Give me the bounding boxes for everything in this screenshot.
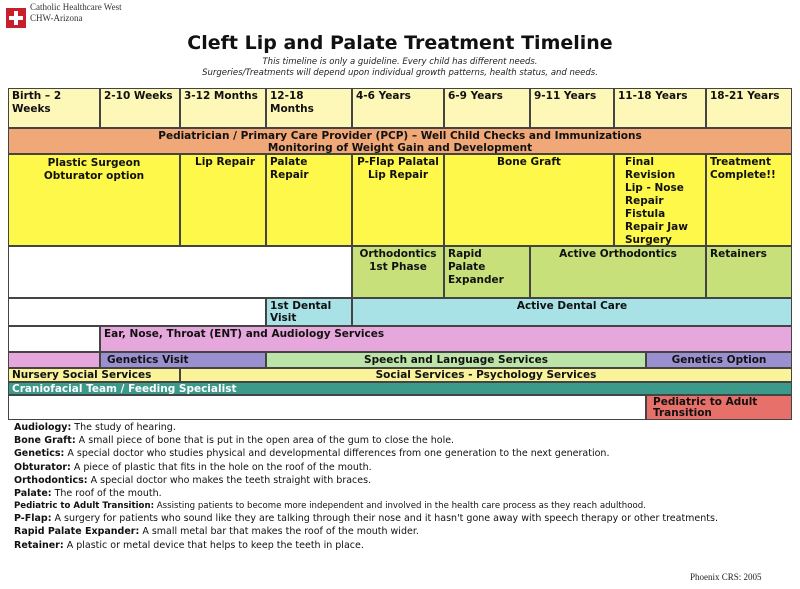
ent-audiology-cell: Ear, Nose, Throat (ENT) and Audiology Services — [100, 326, 792, 352]
hospital-cross-icon — [6, 8, 26, 28]
definition-pediatric-adult-transition: Pediatric to Adult Transition: Assisting patients to become more independent and involved in the health care process as they reach adulthood. — [14, 501, 646, 512]
subtitle-line-2: Surgeries/Treatments will depend upon individual growth patterns, health status, and needs. — [202, 68, 598, 78]
pcp-row: Pediatrician / Primary Care Provider (PCP) – Well Child Checks and Immunizations Monitoring of Weight Gain and Development — [8, 128, 792, 154]
treatment-complete-cell: Treatment Complete!! — [706, 154, 792, 246]
speech-language-cell: Speech and Language Services — [266, 352, 646, 368]
final-revision-cell: Final Revision Lip - Nose Repair Fistula Repair Jaw Surgery — [614, 154, 706, 246]
header-11-18-years: 11-18 Years — [614, 88, 706, 128]
header-12-18-months: 12-18 Months — [266, 88, 352, 128]
definition-retainer: Retainer: A plastic or metal device that helps to keep the teeth in place. — [14, 539, 364, 551]
rapid-palate-expander-cell: Rapid Palate Expander — [444, 246, 530, 298]
pediatric-adult-transition-cell: Pediatric to Adult Transition — [646, 395, 792, 420]
definition-rapid-palate-expander: Rapid Palate Expander: A small metal bar that makes the roof of the mouth wider. — [14, 526, 419, 538]
header-4-6-years: 4-6 Years — [352, 88, 444, 128]
ortho-empty-cell — [8, 246, 352, 298]
subtitle-line-1: This timeline is only a guideline. Every child has different needs. — [262, 57, 538, 67]
header-6-9-years: 6-9 Years — [444, 88, 530, 128]
bone-graft-cell: Bone Graft — [444, 154, 614, 246]
definition-palate: Palate: The roof of the mouth. — [14, 488, 162, 500]
active-dental-care-cell: Active Dental Care — [352, 298, 792, 326]
ent-empty-cell — [8, 326, 100, 352]
genetics-row-lead — [8, 352, 100, 368]
header-18-21-years: 18-21 Years — [706, 88, 792, 128]
header-3-12-months: 3-12 Months — [180, 88, 266, 128]
glossary — [14, 421, 784, 552]
orthodontics-first-phase-cell: Orthodontics 1st Phase — [352, 246, 444, 298]
definition-p-flap: P-Flap: A surgery for patients who sound like they are talking through their nose and it hasn't gone away with speech therapy or other treatments. — [14, 513, 718, 525]
header-birth-2-weeks: Birth – 2 Weeks — [8, 88, 100, 128]
header-2-10-weeks: 2-10 Weeks — [100, 88, 180, 128]
retainers-cell: Retainers — [706, 246, 792, 298]
genetics-option-cell: Genetics Option — [646, 352, 792, 368]
craniofacial-team-cell: Craniofacial Team / Feeding Specialist — [8, 382, 792, 395]
active-orthodontics-cell: Active Orthodontics — [530, 246, 706, 298]
definition-audiology: Audiology: The study of hearing. — [14, 422, 176, 433]
timeline-table — [8, 88, 792, 420]
first-dental-visit-cell: 1st Dental Visit — [266, 298, 352, 326]
definition-obturator: Obturator: A piece of plastic that fits in the hole on the roof of the mouth. — [14, 461, 372, 473]
footer-credit: Phoenix CRS: 2005 — [690, 572, 762, 582]
page-title: Cleft Lip and Palate Treatment Timeline — [187, 32, 613, 54]
palate-repair-cell: Palate Repair — [266, 154, 352, 246]
plastic-surgeon-cell: Plastic Surgeon Obturator option — [8, 154, 180, 246]
nursery-social-services-cell: Nursery Social Services — [8, 368, 180, 382]
lip-repair-cell: Lip Repair — [180, 154, 266, 246]
genetics-visit-cell: Genetics Visit — [100, 352, 266, 368]
definition-orthodontics: Orthodontics: A special doctor who makes the teeth straight with braces. — [14, 474, 372, 486]
p-flap-cell: P-Flap Palatal Lip Repair — [352, 154, 444, 246]
organization-name: Catholic Healthcare West CHW-Arizona — [30, 2, 122, 23]
definition-genetics: Genetics: A special doctor who studies physical and developmental differences from one generation to the next generation. — [14, 448, 610, 460]
psychology-services-cell: Social Services - Psychology Services — [180, 368, 792, 382]
definition-bone-graft: Bone Graft: A small piece of bone that is put in the open area of the gum to close the hole. — [14, 435, 455, 447]
dental-empty-cell — [8, 298, 266, 326]
header-9-11-years: 9-11 Years — [530, 88, 614, 128]
transition-empty-cell — [8, 395, 646, 420]
